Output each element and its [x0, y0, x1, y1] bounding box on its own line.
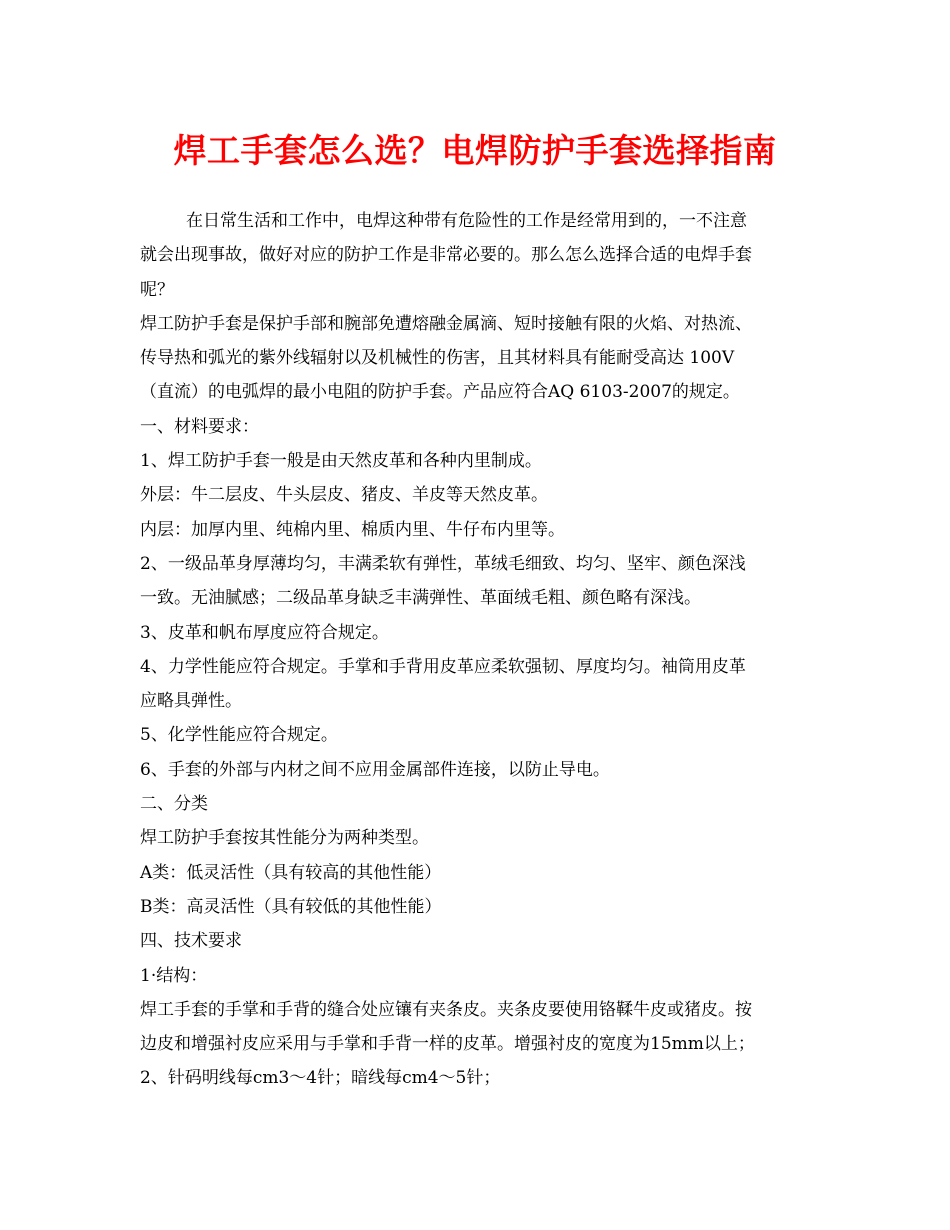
paragraph-line: 2、一级品革身厚薄均匀，丰满柔软有弹性，革绒毛细致、均匀、坚牢、颜色深浅: [140, 553, 746, 574]
paragraph-line: 一、材料要求：: [140, 416, 259, 437]
paragraph-line: 就会出现事故，做好对应的防护工作是非常必要的。那么怎么选择合适的电焊手套: [140, 245, 752, 266]
paragraph-line: 应略具弹性。: [140, 691, 242, 712]
paragraph-line: 焊工防护手套是保护手部和腕部免遭熔融金属滴、短时接触有限的火焰、对热流、: [140, 313, 752, 334]
paragraph-line: 四、技术要求: [140, 931, 242, 952]
paragraph-line: 6、手套的外部与内材之间不应用金属部件连接，以防止导电。: [140, 759, 610, 780]
paragraph-line: 二、分类: [140, 794, 208, 815]
paragraph-line: （直流）的电弧焊的最小电阻的防护手套。产品应符合AQ 6103-2007的规定。: [140, 382, 740, 403]
paragraph-line: 3、皮革和帆布厚度应符合规定。: [140, 622, 389, 643]
paragraph-line: 4、力学性能应符合规定。手掌和手背用皮革应柔软强韧、厚度均匀。袖筒用皮革: [140, 656, 746, 677]
paragraph-line: 内层：加厚内里、纯棉内里、棉质内里、牛仔布内里等。: [140, 519, 565, 540]
paragraph-line: 外层：牛二层皮、牛头层皮、猪皮、羊皮等天然皮革。: [140, 485, 548, 506]
paragraph-line: 边皮和增强衬皮应采用与手掌和手背一样的皮革。增强衬皮的宽度为15mm以上；: [140, 1034, 755, 1055]
paragraph-line: 呢？: [140, 279, 174, 300]
paragraph-line: 5、化学性能应符合规定。: [140, 725, 338, 746]
document-title: 焊工手套怎么选？电焊防护手套选择指南: [173, 131, 777, 170]
paragraph-line: 在日常生活和工作中，电焊这种带有危险性的工作是经常用到的，一不注意: [186, 211, 747, 231]
paragraph-line: A类：低灵活性（具有较高的其他性能）: [140, 862, 442, 883]
document-body: [140, 204, 812, 1096]
paragraph-line: 2、针码明线每cm3～4针；暗线每cm4～5针；: [140, 1068, 501, 1089]
paragraph-line: 1、焊工防护手套一般是由天然皮革和各种内里制成。: [140, 451, 542, 472]
paragraph-line: 焊工防护手套按其性能分为两种类型。: [140, 828, 429, 849]
paragraph-line: 焊工手套的手掌和手背的缝合处应镶有夹条皮。夹条皮要使用铬鞣牛皮或猪皮。按: [140, 999, 752, 1020]
paragraph-line: 1·结构：: [140, 965, 208, 986]
paragraph-line: 传导热和弧光的紫外线辐射以及机械性的伤害，且其材料具有能耐受高达 100V: [140, 348, 735, 369]
paragraph-line: B类：高灵活性（具有较低的其他性能）: [140, 896, 442, 917]
paragraph-line: 一致。无油腻感；二级品革身缺乏丰满弹性、革面绒毛粗、颜色略有深浅。: [140, 588, 701, 609]
